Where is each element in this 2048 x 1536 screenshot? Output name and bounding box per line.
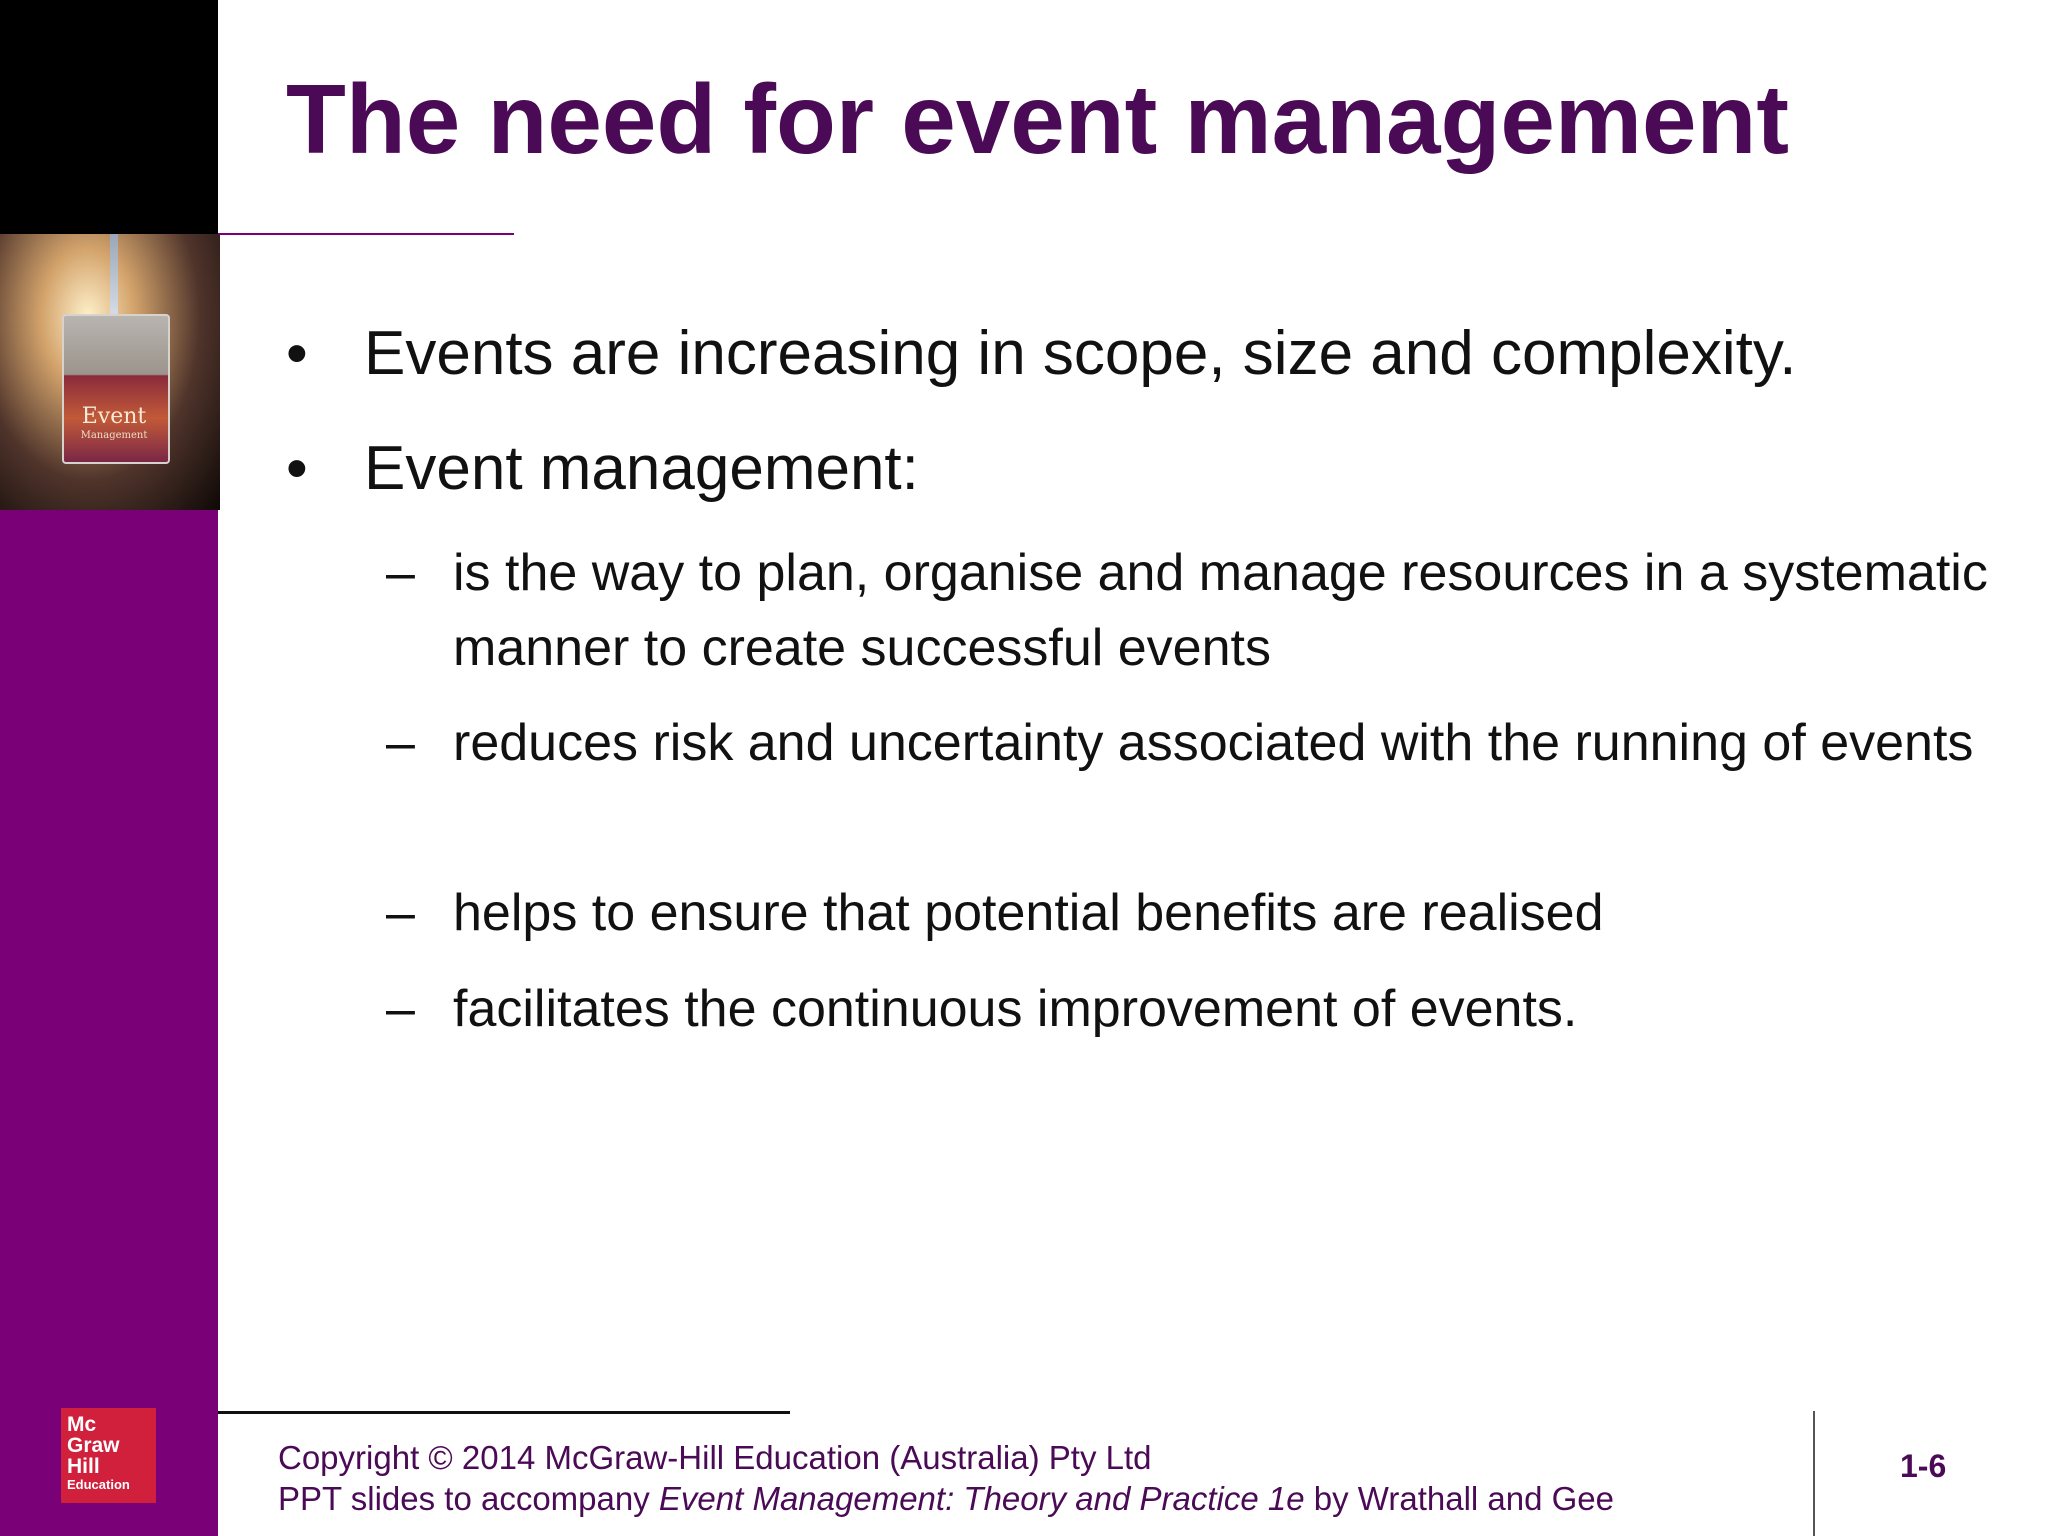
logo-line-3: Hill [67,1455,100,1478]
sub-bullet-text: helps to ensure that potential benefits are realised [453,884,1604,942]
bullet-marker: • [286,434,308,503]
slide-title: The need for event management [286,64,1790,174]
mcgraw-hill-logo [61,1408,156,1503]
logo-line-4: Education [67,1477,130,1492]
logo-line-2: Graw [67,1434,120,1457]
sub-bullet-text: is the way to plan, organise and manage resources in a systematic manner to create successful events [453,544,1988,677]
book-cover-image [0,234,220,510]
footer-rule [218,1411,790,1414]
footer-credits [278,1437,1614,1519]
sub-bullet-marker: – [386,980,415,1038]
sub-bullet-marker: – [386,544,415,602]
footer-divider [1813,1411,1815,1536]
accompany-prefix: PPT slides to accompany [278,1480,659,1517]
sub-bullet-marker: – [386,714,415,772]
event-pass-card [62,314,170,464]
sub-bullet-text: reduces risk and uncertainty associated with the running of events [453,714,1974,772]
sub-bullet-text: facilitates the continuous improvement of events. [453,980,1578,1038]
bullet-text: Event management: [364,434,919,503]
cover-subtitle: Management [80,430,148,441]
lanyard [110,234,118,314]
bullet-text: Events are increasing in scope, size and complexity. [364,319,1797,388]
bullet-marker: • [286,319,308,388]
sub-bullet-marker: – [386,884,415,942]
cover-title: Event [81,404,147,429]
book-title: Event Management: Theory and Practice 1e [658,1480,1305,1517]
slide-number: 1-6 [1900,1448,1947,1484]
sidebar-top-block [0,0,218,234]
copyright-line: Copyright © 2014 McGraw-Hill Education (Australia) Pty Ltd [278,1439,1152,1476]
authors: by Wrathall and Gee [1304,1480,1615,1517]
logo-line-1: Mc [67,1413,97,1436]
title-underline [218,233,514,235]
accompany-line [278,1478,1614,1519]
sidebar-purple-band [0,510,218,1536]
